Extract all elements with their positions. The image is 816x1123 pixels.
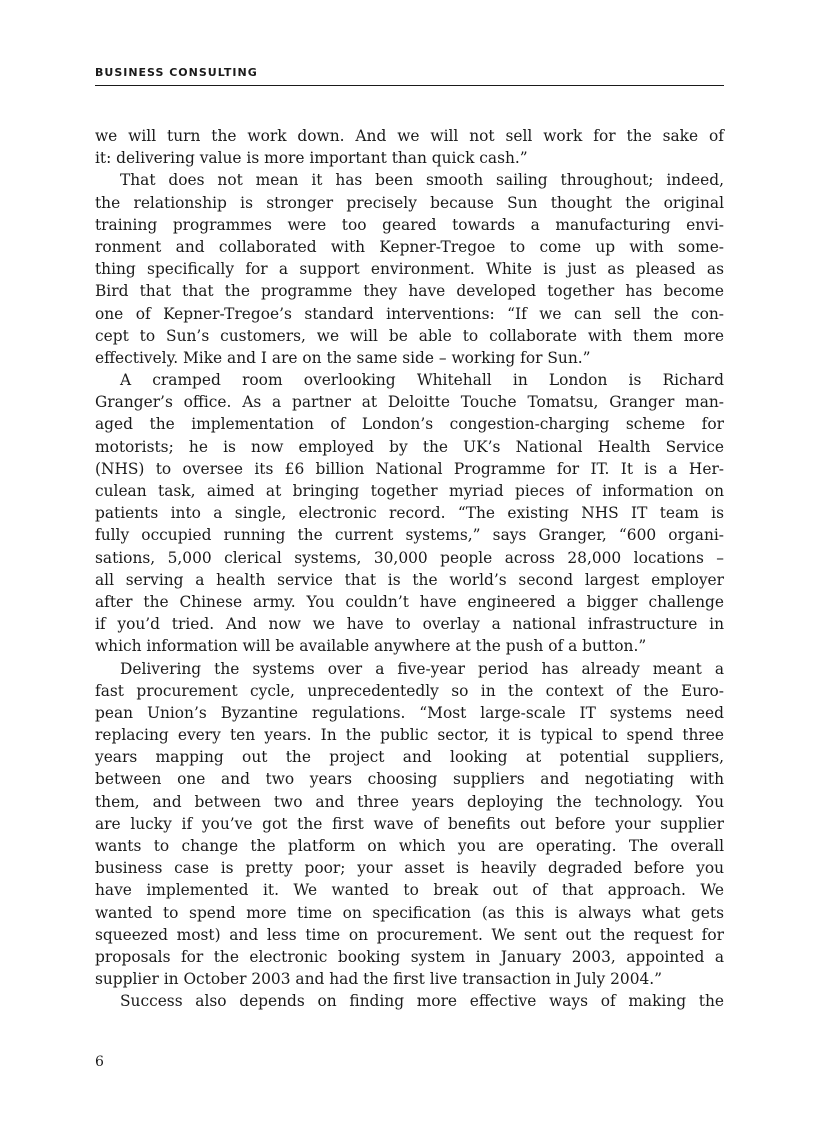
text-line: Delivering the systems over a five-year period has already meant a <box>120 659 724 678</box>
text-line: replacing every ten years. In the public sector, it is typical to spend three <box>95 726 724 745</box>
text-line: the relationship is stronger precisely because Sun thought the original <box>95 193 724 212</box>
text-line: are lucky if you’ve got the first wave of benefits out before your supplier <box>95 814 724 833</box>
text-line: training programmes were too geared towards a manufacturing envi- <box>95 215 724 234</box>
text-line: after the Chinese army. You couldn’t have engineered a bigger challenge <box>95 592 724 611</box>
text-line: That does not mean it has been smooth sailing throughout; indeed, <box>120 171 724 190</box>
text-line: aged the implementation of London’s congestion-charging scheme for <box>95 415 724 434</box>
text-line: years mapping out the project and looking at potential suppliers, <box>95 748 724 767</box>
page-number: 6 <box>95 1054 104 1070</box>
text-line: proposals for the electronic booking system in January 2003, appointed a <box>95 947 724 966</box>
text-line: supplier in October 2003 and had the first live transaction in July 2004.” <box>95 970 663 989</box>
text-line: it: delivering value is more important than quick cash.” <box>95 149 528 168</box>
text-line: Bird that that the programme they have developed together has become <box>95 282 724 301</box>
text-line: effectively. Mike and I are on the same side – working for Sun.” <box>95 348 591 367</box>
text-line: motorists; he is now employed by the UK’s National Health Service <box>95 437 724 456</box>
text-line: A cramped room overlooking Whitehall in London is Richard <box>120 371 724 390</box>
text-line: ronment and collaborated with Kepner-Tregoe to come up with some- <box>95 237 724 256</box>
text-line: them, and between two and three years deploying the technology. You <box>95 792 724 811</box>
header-rule <box>95 85 724 86</box>
text-line: thing specifically for a support environment. White is just as pleased as <box>95 260 724 279</box>
text-line: pean Union’s Byzantine regulations. “Most large-scale IT systems need <box>95 703 724 722</box>
text-line: wanted to spend more time on specification (as this is always what gets <box>95 903 724 922</box>
text-line: Success also depends on finding more effective ways of making the <box>120 992 724 1011</box>
text-line: business case is pretty poor; your asset is heavily degraded before you <box>95 859 724 878</box>
text-line: culean task, aimed at bringing together myriad pieces of information on <box>95 482 724 500</box>
text-line: cept to Sun’s customers, we will be able to collaborate with them more <box>95 326 724 345</box>
text-line: patients into a single, electronic record. “The existing NHS IT team is <box>95 504 724 523</box>
text-line: Granger’s office. As a partner at Deloitte Touche Tomatsu, Granger man- <box>95 393 724 412</box>
text-line: between one and two years choosing suppliers and negotiating with <box>95 770 724 789</box>
text-line: (NHS) to oversee its £6 billion National Programme for IT. It is a Her- <box>95 459 724 478</box>
text-line: which information will be available anywhere at the push of a button.” <box>95 637 647 656</box>
text-line: squeezed most) and less time on procurement. We sent out the request for <box>95 925 724 944</box>
text-line: have implemented it. We wanted to break out of that approach. We <box>95 881 724 900</box>
text-line: one of Kepner-Tregoe’s standard interventions: “If we can sell the con- <box>95 304 724 323</box>
text-line: sations, 5,000 clerical systems, 30,000 people across 28,000 locations – <box>95 548 724 567</box>
text-line: we will turn the work down. And we will not sell work for the sake of <box>95 127 724 145</box>
text-line: all serving a health service that is the world’s second largest employer <box>95 570 724 589</box>
text-line: wants to change the platform on which you are operating. The overall <box>95 837 724 855</box>
body-text <box>95 125 724 1013</box>
text-line: if you’d tried. And now we have to overlay a national infrastructure in <box>95 615 724 634</box>
text-line: fully occupied running the current systems,” says Granger, “600 organi- <box>95 526 724 545</box>
text-line: fast procurement cycle, unprecedentedly so in the context of the Euro- <box>95 681 724 700</box>
running-head: BUSINESS CONSULTING <box>95 66 258 79</box>
